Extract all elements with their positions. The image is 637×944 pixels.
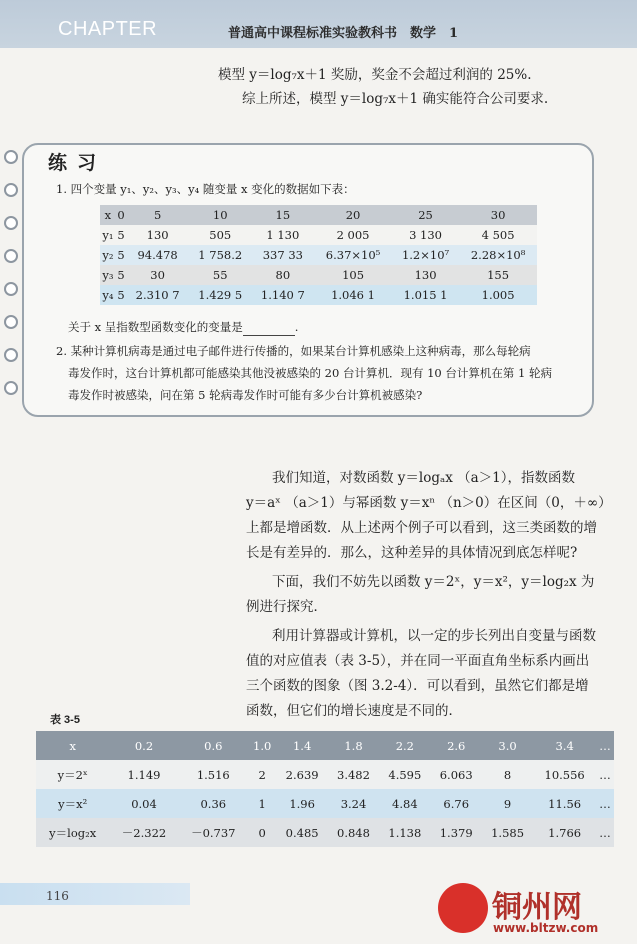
top-text-line: 模型 y＝log₇x＋1 奖励，奖金不会超过利润的 25%. xyxy=(218,67,532,83)
table-cell: 337 33 xyxy=(252,245,315,265)
table-cell: －2.322 xyxy=(109,818,178,847)
binder-ring xyxy=(4,282,18,296)
table-cell: 505 xyxy=(189,225,252,245)
table-header-cell: 25 xyxy=(392,205,459,225)
watermark-seal-icon xyxy=(438,883,488,933)
table-cell: y₂ xyxy=(100,245,116,265)
table-header-cell: 3.0 xyxy=(482,731,533,760)
table-header-cell: 1.8 xyxy=(328,731,379,760)
question-1-tail-text: 关于 x 呈指数型函数变化的变量是 xyxy=(68,320,243,334)
table-header-cell: 30 xyxy=(459,205,537,225)
table-cell: 0.485 xyxy=(276,818,327,847)
table-header-cell: 15 xyxy=(252,205,315,225)
table-cell: 1.149 xyxy=(109,760,178,789)
table-cell: 55 xyxy=(189,265,252,285)
question-1: 1. 四个变量 y₁、y₂、y₃、y₄ 随变量 x 变化的数据如下表： xyxy=(56,182,355,196)
table-header-cell: 2.6 xyxy=(431,731,482,760)
table-header-cell: 2.2 xyxy=(379,731,430,760)
table-cell: 5 xyxy=(116,285,126,305)
body-line: 我们知道，对数函数 y＝logₐx （a＞1），指数函数 xyxy=(272,470,576,486)
book-title: 普通高中课程标准实验教科书 数学 1 xyxy=(228,26,459,41)
table-cell: 0.04 xyxy=(109,789,178,818)
body-line: 值的对应值表（表 3-5），并在同一平面直角坐标系内画出 xyxy=(246,653,590,669)
table-cell: … xyxy=(596,818,614,847)
page-number: 116 xyxy=(46,889,69,903)
table-cell: y₄ xyxy=(100,285,116,305)
table-cell: 1.140 7 xyxy=(252,285,315,305)
page-number-bar xyxy=(0,883,190,905)
table-cell: y₁ xyxy=(100,225,116,245)
table-header-cell: 0 xyxy=(116,205,126,225)
body-line: 利用计算器或计算机，以一定的步长列出自变量与函数 xyxy=(272,628,596,644)
binder-ring xyxy=(4,150,18,164)
body-line: 下面，我们不妨先以函数 y＝2ˣ，y＝x²，y＝log₂x 为 xyxy=(272,574,595,590)
body-line: 函数，但它们的增长速度是不同的． xyxy=(246,703,462,719)
table-cell: 11.56 xyxy=(533,789,596,818)
question-2-line: 2. 某种计算机病毒是通过电子邮件进行传播的，如果某台计算机感染上这种病毒，那么每轮病 xyxy=(56,344,531,358)
table-cell: 2.639 xyxy=(276,760,327,789)
table-cell: 3.482 xyxy=(328,760,379,789)
table-cell: 6.37×10⁵ xyxy=(314,245,392,265)
table-cell: 1.766 xyxy=(533,818,596,847)
table-cell: 94.478 xyxy=(126,245,189,265)
table-cell: 6.063 xyxy=(431,760,482,789)
table-cell: y₃ xyxy=(100,265,116,285)
table-cell: 1.046 1 xyxy=(314,285,392,305)
table-cell: 1 xyxy=(248,789,277,818)
table-cell: 2.310 7 xyxy=(126,285,189,305)
question-2-line: 毒发作时被感染，问在第 5 轮病毒发作时可能有多少台计算机被感染? xyxy=(68,388,423,402)
table-cell: 4 505 xyxy=(459,225,537,245)
binder-ring xyxy=(4,249,18,263)
table-cell: 30 xyxy=(126,265,189,285)
table-cell: 0.36 xyxy=(179,789,248,818)
table-cell: y＝log₂x xyxy=(36,818,109,847)
table-cell: 105 xyxy=(314,265,392,285)
table-cell: … xyxy=(596,789,614,818)
table-3-5 xyxy=(36,731,614,847)
table-cell: 1.2×10⁷ xyxy=(392,245,459,265)
table-cell: 5 xyxy=(116,265,126,285)
table-cell: 9 xyxy=(482,789,533,818)
watermark-url: www.bltzw.com xyxy=(493,921,599,935)
table-header-cell: 0.6 xyxy=(179,731,248,760)
table-cell: 1.015 1 xyxy=(392,285,459,305)
table-cell: 5 xyxy=(116,225,126,245)
table-header-cell: … xyxy=(596,731,614,760)
binder-ring xyxy=(4,315,18,329)
exercise-title: 练习 xyxy=(48,152,107,174)
answer-blank xyxy=(243,323,295,336)
exercise-table xyxy=(100,205,537,305)
table-cell: 1.516 xyxy=(179,760,248,789)
table-cell: 4.84 xyxy=(379,789,430,818)
table-cell: 4.595 xyxy=(379,760,430,789)
table-cell: 5 xyxy=(116,245,126,265)
table-cell: … xyxy=(596,760,614,789)
question-1-tail xyxy=(68,318,298,336)
table-header-cell: x xyxy=(36,731,109,760)
watermark-name: 铜州网 xyxy=(492,890,582,925)
table-cell: 6.76 xyxy=(431,789,482,818)
chapter-label: CHAPTER xyxy=(58,18,158,40)
question-1-tail-period: . xyxy=(294,320,299,334)
binder-ring xyxy=(4,348,18,362)
table-cell: 80 xyxy=(252,265,315,285)
table-header-cell: 0.2 xyxy=(109,731,178,760)
table-header-cell: 1.4 xyxy=(276,731,327,760)
table-cell: 1 130 xyxy=(252,225,315,245)
binder-ring xyxy=(4,381,18,395)
table-cell: y＝x² xyxy=(36,789,109,818)
table-cell: 2 005 xyxy=(314,225,392,245)
table-label: 表 3-5 xyxy=(50,714,80,726)
table-cell: 8 xyxy=(482,760,533,789)
body-line: 上都是增函数．从上述两个例子可以看到，这三类函数的增 xyxy=(246,520,597,536)
body-line: 例进行探究． xyxy=(246,599,327,615)
table-cell: 2.28×10⁸ xyxy=(459,245,537,265)
table-cell: －0.737 xyxy=(179,818,248,847)
binder-ring xyxy=(4,183,18,197)
body-line: 三个函数的图象（图 3.2-4）．可以看到，虽然它们都是增 xyxy=(246,678,589,694)
table-header-cell: 10 xyxy=(189,205,252,225)
body-line: y＝aˣ （a＞1）与幂函数 y＝xⁿ （n＞0）在区间（0，＋∞） xyxy=(246,495,612,511)
table-cell: 0 xyxy=(248,818,277,847)
question-2-line: 毒发作时，这台计算机都可能感染其他没被感染的 20 台计算机．现有 10 台计算机在第 1 轮病 xyxy=(68,366,553,380)
binder-ring xyxy=(4,216,18,230)
table-cell: 155 xyxy=(459,265,537,285)
table-cell: 1.585 xyxy=(482,818,533,847)
table-cell: 1.96 xyxy=(276,789,327,818)
table-cell: 130 xyxy=(126,225,189,245)
table-cell: 1.005 xyxy=(459,285,537,305)
table-header-cell: 3.4 xyxy=(533,731,596,760)
body-line: 长是有差异的．那么，这种差异的具体情况到底怎样呢? xyxy=(246,545,578,561)
table-cell: 3.24 xyxy=(328,789,379,818)
table-cell: 0.848 xyxy=(328,818,379,847)
table-cell: 1 758.2 xyxy=(189,245,252,265)
table-cell: 130 xyxy=(392,265,459,285)
table-header-cell: 5 xyxy=(126,205,189,225)
table-cell: 3 130 xyxy=(392,225,459,245)
table-header-cell: 1.0 xyxy=(248,731,277,760)
table-header-cell: 20 xyxy=(314,205,392,225)
table-header-cell: x xyxy=(100,205,116,225)
table-cell: 1.138 xyxy=(379,818,430,847)
table-cell: 10.556 xyxy=(533,760,596,789)
table-cell: 1.379 xyxy=(431,818,482,847)
top-text-line: 综上所述，模型 y＝log₇x＋1 确实能符合公司要求. xyxy=(242,91,549,107)
table-cell: 2 xyxy=(248,760,277,789)
table-cell: y＝2ˣ xyxy=(36,760,109,789)
table-cell: 1.429 5 xyxy=(189,285,252,305)
